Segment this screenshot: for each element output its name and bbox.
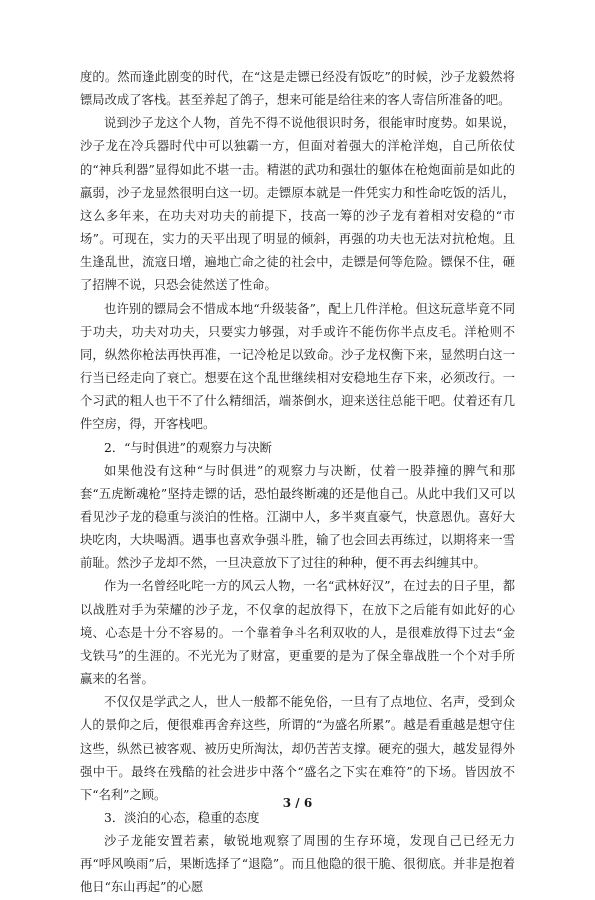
paragraph: 度的。然而逢此剧变的时代，在“这是走镖已经没有饭吃”的时候，沙子龙毅然将镖局改成了客栈。甚至养起了鸽子，想来可能是给往来的客人寄信所准备的吧。	[80, 70, 515, 108]
article-body	[80, 66, 515, 900]
paragraph: 作为一名曾经叱咤一方的风云人物，一名“武林好汉”，在过去的日子里，都以战胜对手为荣耀的沙子龙，不仅拿的起放得下，在放下之后能有如此好的心境、心态是十分不容易的。一个靠着争斗名利双收的人，是很难放得下过去“金戈铁马”的生涯的。不光光为了财富，更重要的是为了保全靠战胜一个个对手所赢来的名誉。	[80, 579, 515, 687]
section-heading: 2．“与时俱进”的观察力与决断	[104, 440, 272, 455]
paragraph: 不仅仅是学武之人，世人一般都不能免俗，一旦有了点地位、名声，受到众人的景仰之后，便很难再舍弃这些，所谓的“为盛名所累”。越是看重越是想守住这些，纵然已被客观、被历史所淘汰，却仍苦苦支撑。硬充的强大，越发显得外强中干。最终在残酷的社会进步中落个“盛名之下实在难符”的下场。皆因放不下“名利”之顾。	[80, 695, 515, 802]
paragraph: 也许别的镖局会不惜成本地“升级装备”，配上几件洋枪。但这玩意毕竟不同于功夫，功夫对功夫，只要实力够强，对手或许不能伤你半点皮毛。洋枪则不同，纵然你枪法再快再准，一记冷枪足以致命。沙子龙权衡下来，显然明白这一行当已经走向了衰亡。想要在这个乱世继续相对安稳地生存下来，必须改行。一个习武的粗人也干不了什么精细活，端茶倒水，迎来送往总能干吧。仗着还有几件空房，得，开客栈吧。	[80, 301, 515, 432]
paragraph: 如果他没有这种“与时俱进”的观察力与决断，仗着一股莽撞的脾气和那套“五虎断魂枪”坚持走镖的话，恐怕最终断魂的还是他自己。从此中我们又可以看见沙子龙的稳重与淡泊的性格。江湖中人，多半爽直豪气，快意恩仇。喜好大块吃肉，大块喝酒。遇事也喜欢争强斗胜，输了也会回去再练过，以期将来一雪前耻。然沙子龙却不然，一旦决意放下了过往的种种，便不再去纠缠其中。	[80, 463, 515, 571]
paragraph: 说到沙子龙这个人物，首先不得不说他很识时务，很能审时度势。如果说，沙子龙在冷兵器时代中可以独霸一方，但面对着强大的洋枪洋炮，自己所依仗的“神兵利器”显得如此不堪一击。精湛的武功和强壮的躯体在枪炮面前是如此的羸弱，沙子龙显然很明白这一切。走镖原本就是一件凭实力和性命吃饭的活儿，这么多年来，在功夫对功夫的前提下，技高一筹的沙子龙有着相对安稳的“市场”。可现在，实力的天平出现了明显的倾斜，再强的功夫也无法对抗枪炮。且生逢乱世，流寇日增，遍地亡命之徒的社会中，走镖是何等危险。镖保不住，砸了招牌不说，只恐会徒然送了性命。	[80, 116, 515, 293]
paragraph: 沙子龙能安置若素，敏锐地观察了周围的生存环境，发现自己已经无力再“呼风唤雨”后，果断选择了“退隐”。而且他隐的很干脆、很彻底。并非是抱着他日“东山再起”的心愿	[80, 834, 515, 895]
page-number: 3 / 6	[282, 796, 313, 810]
section-heading: 3．淡泊的心态，稳重的态度	[104, 811, 260, 825]
